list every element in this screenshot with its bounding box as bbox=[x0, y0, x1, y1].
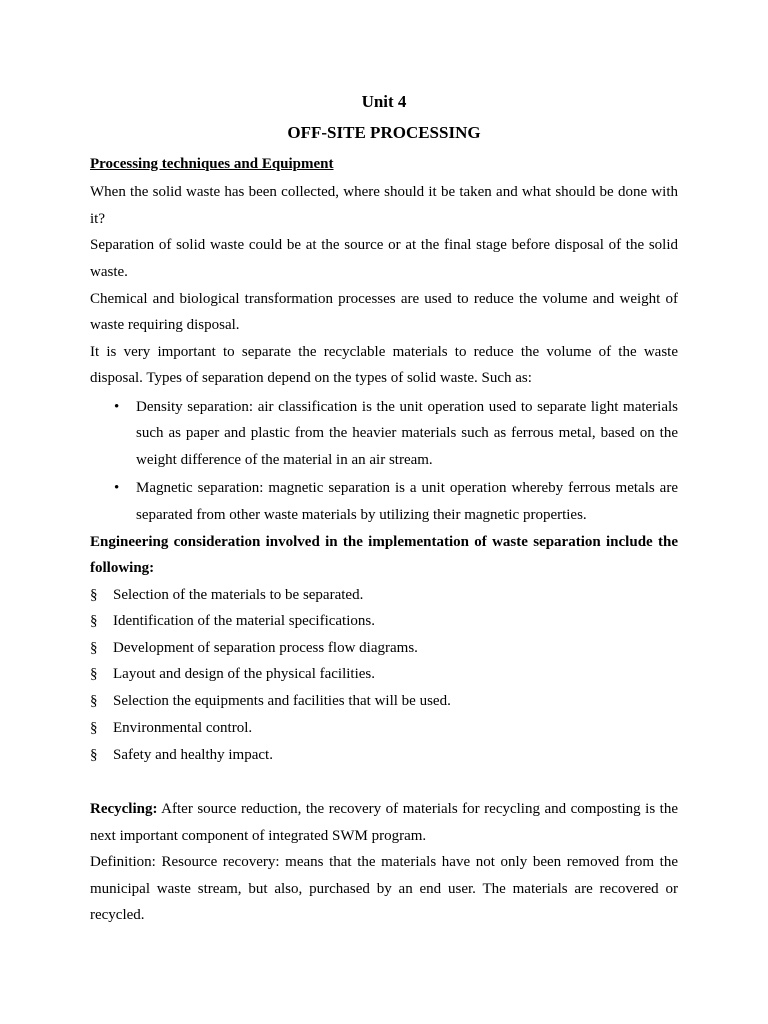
recycling-text: After source reduction, the recovery of materials for recycling and composting is the bbox=[157, 801, 678, 817]
section-marker: § bbox=[90, 587, 98, 603]
section-heading: Processing techniques and Equipment bbox=[90, 156, 334, 172]
intro-line: waste. bbox=[90, 264, 128, 280]
intro-line: it? bbox=[90, 211, 105, 227]
consideration-item: Environmental control. bbox=[113, 720, 253, 736]
consideration-item: Safety and healthy impact. bbox=[113, 747, 273, 763]
section-marker: § bbox=[90, 693, 98, 709]
bullet-marker: • bbox=[114, 480, 120, 496]
intro-line: waste requiring disposal. bbox=[90, 317, 240, 333]
bullet-line: such as paper and plastic from the heavier materials such as ferrous metal, based on the bbox=[136, 425, 678, 441]
bullet-marker: • bbox=[114, 399, 120, 415]
recycling-label: Recycling: bbox=[90, 801, 158, 817]
definition-line: municipal waste stream, but also, purchased by an end user. The materials are recovered or bbox=[90, 881, 678, 897]
consideration-item: Identification of the material specifications. bbox=[113, 613, 375, 629]
consideration-item: Selection of the materials to be separated. bbox=[113, 587, 364, 603]
intro-line: Chemical and biological transformation processes are used to reduce the volume and weight of bbox=[90, 291, 678, 307]
consideration-item: Development of separation process flow diagrams. bbox=[113, 640, 418, 656]
definition-line: Definition: Resource recovery: means that the materials have not only been removed from the bbox=[90, 854, 678, 870]
section-marker: § bbox=[90, 640, 98, 656]
bullet-line: separated from other waste materials by utilizing their magnetic properties. bbox=[136, 507, 587, 523]
intro-line: disposal. Types of separation depend on the types of solid waste. Such as: bbox=[90, 370, 532, 386]
section-marker: § bbox=[90, 666, 98, 682]
section-marker: § bbox=[90, 747, 98, 763]
section-marker: § bbox=[90, 613, 98, 629]
engineering-heading: following: bbox=[90, 560, 155, 576]
recycling-paragraph bbox=[90, 800, 678, 819]
bullet-line: Magnetic separation: magnetic separation is a unit operation whereby ferrous metals are bbox=[136, 480, 678, 496]
bullet-line: weight difference of the material in an air stream. bbox=[136, 452, 433, 468]
section-marker: § bbox=[90, 720, 98, 736]
bullet-line: Density separation: air classification is the unit operation used to separate light materials bbox=[136, 399, 678, 415]
engineering-heading: Engineering consideration involved in the implementation of waste separation include the bbox=[90, 534, 678, 550]
intro-line: When the solid waste has been collected, where should it be taken and what should be done with bbox=[90, 184, 678, 200]
recycling-line: next important component of integrated SWM program. bbox=[90, 828, 427, 844]
consideration-item: Selection the equipments and facilities that will be used. bbox=[113, 693, 451, 709]
consideration-item: Layout and design of the physical facilities. bbox=[113, 666, 376, 682]
definition-line: recycled. bbox=[90, 907, 145, 923]
intro-line: It is very important to separate the recyclable materials to reduce the volume of the waste bbox=[90, 344, 678, 360]
unit-heading: Unit 4 bbox=[361, 92, 407, 111]
page-title: OFF-SITE PROCESSING bbox=[287, 123, 481, 142]
intro-line: Separation of solid waste could be at the source or at the final stage before disposal of the solid bbox=[90, 237, 678, 253]
